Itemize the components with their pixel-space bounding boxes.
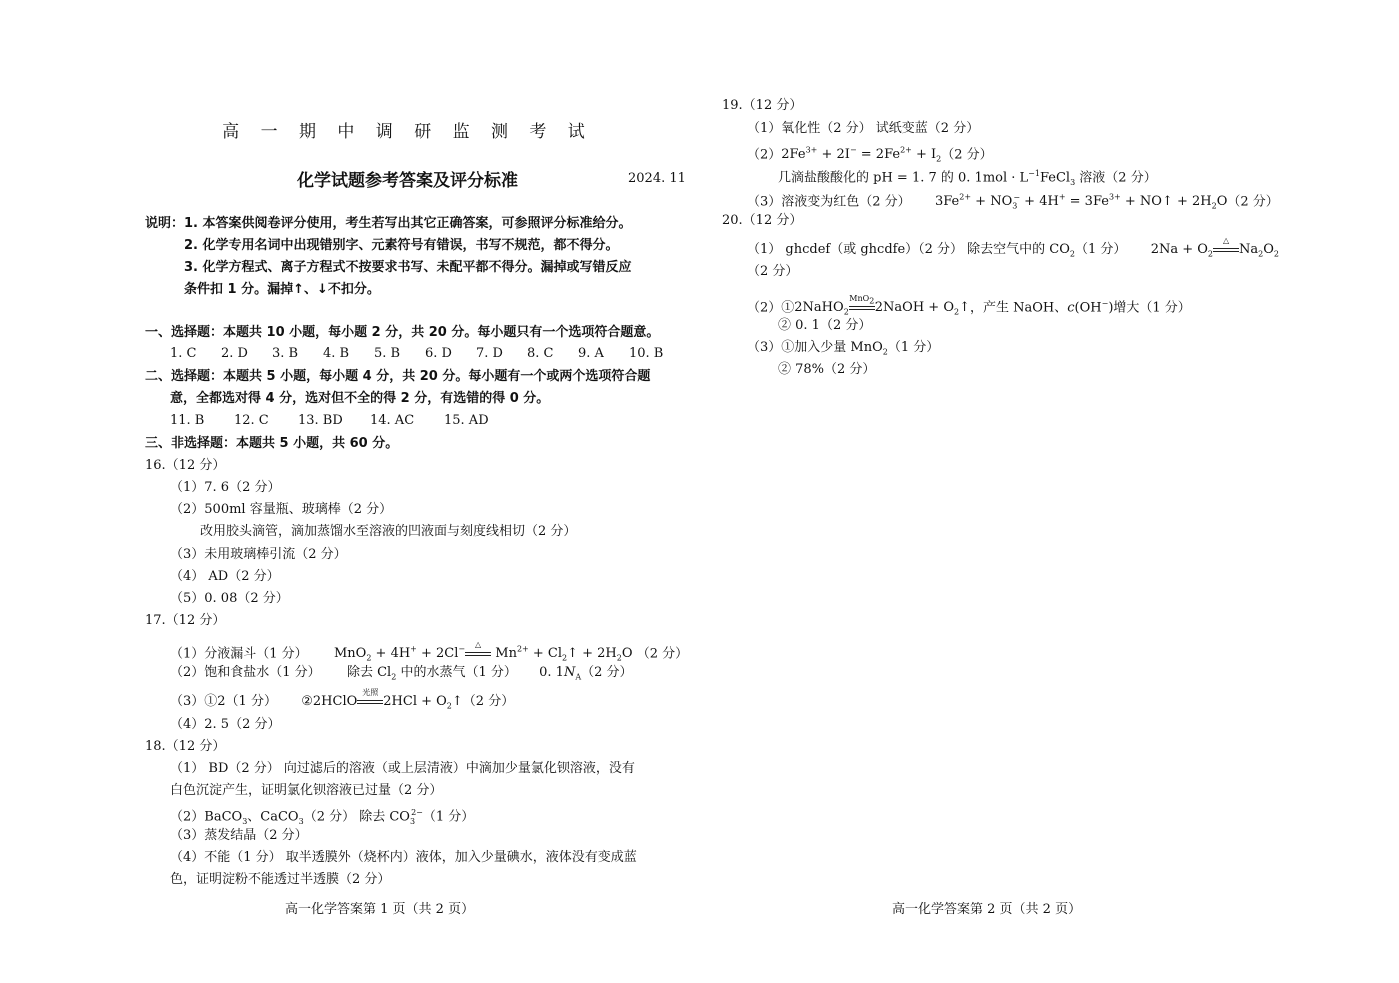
section-2-title-a: 二、选择题：本题共 5 小题，每小题 4 分，共 20 分。每小题有一个或两个选项符合题 xyxy=(145,369,651,384)
q19-part2b-text: 几滴盐酸酸化的 pH = 1. 7 的 0. 1mol · L xyxy=(778,170,1029,186)
q19-equation-1: $2Fe^{3+} + 2I^- = 2Fe^{2+} + I_2$ xyxy=(781,146,942,164)
q20-equation-1: $2Na + O_2$ △ $Na_2O_2$ xyxy=(1151,242,1279,257)
q18-part2-text: （2）BaCO xyxy=(170,809,243,825)
answer-4: 4. B xyxy=(323,346,350,361)
q16-part5: （5）0. 08（2 分） xyxy=(170,591,289,606)
note-3a: 3. 化学方程式、离子方程式不按要求书写、未配平都不得分。漏掉或写错反应 xyxy=(184,260,632,275)
answer-8: 8. C xyxy=(527,346,554,361)
q17-part2-text: （2）饱和食盐水（1 分） xyxy=(170,665,321,680)
q20-part2-text: ，产生 NaOH、 xyxy=(970,300,1068,316)
q19-part2: $(2)2Fe^{3+} + 2I^- = 2Fe^{2+} + I_2(2$ 分） xyxy=(747,146,993,164)
document-title: 化学试题参考答案及评分标准 xyxy=(297,171,518,191)
answer-1: 1. C xyxy=(170,346,197,361)
section-3-title: 三、非选择题：本题共 5 小题，共 60 分。 xyxy=(145,436,399,451)
q17-part1-score: （2 分） xyxy=(636,646,689,662)
q16-head: 16.（12 分） xyxy=(145,458,226,473)
light-condition: 光照 xyxy=(362,688,379,697)
q19-part3-score: （2 分） xyxy=(1227,194,1279,210)
q20-part3b: ② 78%（2 分） xyxy=(778,362,876,377)
q17-part4: （4）2. 5（2 分） xyxy=(170,717,281,732)
q19-equation-2: $3Fe^{2+} + NO_3^- + 4H^+ = 3Fe^{3+}$ + NO↑ + $2H_2O$ xyxy=(934,193,1228,211)
q17-part3-eq-rhs: $2HCl + O_2↑$ xyxy=(383,694,463,711)
q18-part1a: （1） BD（2 分） 向过滤后的溶液（或上层清液）中滴加少量氯化钡溶液，没有 xyxy=(170,761,635,776)
q19-part1: （1）氧化性（2 分） 试纸变蓝（2 分） xyxy=(747,121,980,136)
answer-11: 11. B xyxy=(170,413,205,428)
q20-equation-2: 2NaHO$_2$ MnO$_2$ 2NaOH + $O_2↑$ xyxy=(794,300,970,315)
page-2 xyxy=(700,0,1399,983)
section-1-title: 一、选择题：本题共 10 小题，每小题 2 分，共 20 分。每小题只有一个选项符合题意。 xyxy=(145,325,660,340)
q19-part2b-score: 溶液（2 分） xyxy=(1075,170,1157,186)
document-date: 2024. 11 xyxy=(628,171,686,186)
answer-2: 2. D xyxy=(221,346,248,361)
q17-head: 17.（12 分） xyxy=(145,613,226,628)
q17-part3-eq-lhs: ②2HClO xyxy=(301,694,358,709)
heat-condition: △ xyxy=(475,640,482,650)
q17-part1-text: （1）分液漏斗（1 分） xyxy=(170,646,308,662)
q20-head: 20.（12 分） xyxy=(722,213,803,228)
answer-14: 14. AC xyxy=(370,413,415,428)
q20-part1: （1） ghcdef（或 ghcdfe）（2 分） 除去空气中的 $CO_2(1$ 分） $2Na + O_2$ △ $Na_2O_2$ xyxy=(747,241,1279,264)
q18-part2: （2）BaCO$_3$、CaCO$_3$（2 分） 除去 $CO_3^{2-}(1$ 分） xyxy=(170,808,475,826)
q20-part1-score: （1 分） xyxy=(1075,242,1127,257)
q17-part2-purpose: 除去 Cl xyxy=(346,665,392,680)
answer-5: 5. B xyxy=(374,346,401,361)
q20-part2-score: 增大（1 分） xyxy=(1113,300,1191,316)
q20-part2: （2）①2NaHO$_2$ MnO$_2$ 2NaOH + $O_2↑$，产生 NaOH、c(OH−)增大（1 分） xyxy=(747,295,1191,322)
q19-part2b: 几滴盐酸酸化的 pH = 1. 7 的 0. $1mol \cdot L^{-1}FeCl_3$ 溶液（2 分） xyxy=(778,169,1157,187)
q18-head: 18.（12 分） xyxy=(145,739,226,754)
q16-part1: （1）7. 6（2 分） xyxy=(170,480,281,495)
q16-part2b: 改用胶头滴管，滴加蒸馏水至溶液的凹液面与刻度线相切（2 分） xyxy=(200,524,577,539)
q19-part3-text: （3）溶液变为红色（2 分） xyxy=(747,194,911,210)
q18-part2-score: （1 分） xyxy=(422,809,475,825)
q16-part3: （3）未用玻璃棒引流（2 分） xyxy=(170,547,347,562)
note-2: 2. 化学专用名词中出现错别字、元素符号有错误，书写不规范，都不得分。 xyxy=(184,238,619,253)
catalyst-condition: MnO$_2$ xyxy=(849,294,875,306)
q18-part1b: 白色沉淀产生，证明氯化钡溶液已过量（2 分） xyxy=(170,783,443,798)
q17-part2-purpose-end: 中的水蒸气（1 分） xyxy=(396,665,517,680)
footer-page-1: 高一化学答案第 1 页（共 2 页） xyxy=(285,902,475,917)
q20-part1-score2: （2 分） xyxy=(747,264,799,279)
footer-page-2: 高一化学答案第 2 页（共 2 页） xyxy=(892,902,1082,917)
q17-part2-value: 0. 1 xyxy=(539,665,564,680)
answer-10: 10. B xyxy=(629,346,664,361)
q20-part3-score: （1 分） xyxy=(887,340,940,355)
answer-15: 15. AD xyxy=(444,413,489,428)
q18-part4a: （4）不能（1 分） 取半透膜外（烧杯内）液体，加入少量碘水，液体没有变成蓝 xyxy=(170,850,637,865)
answer-6: 6. D xyxy=(425,346,452,361)
q17-equation-1: MnO$_2$ + 4H+ + 2Cl− △ $Mn^{2+}$ + $Cl_2↑ + 2H_2O$ xyxy=(334,646,633,661)
q20-part3-text: （3）①加入少量 MnO xyxy=(747,340,883,355)
q19-head: 19.（12 分） xyxy=(722,98,803,113)
q16-part4: （4） AD（2 分） xyxy=(170,569,280,584)
exam-title: 高 一 期 中 调 研 监 测 考 试 xyxy=(222,122,593,142)
answer-9: 9. A xyxy=(578,346,604,361)
answer-3: 3. B xyxy=(272,346,299,361)
q19-part3 xyxy=(747,189,1279,216)
section-2-answers xyxy=(170,412,489,430)
q17-part2-score: （2 分） xyxy=(581,665,633,680)
section-2-title-b: 意，全都选对得 4 分，选对但不全的得 2 分，有选错的得 0 分。 xyxy=(170,391,550,406)
catalyst-label: MnO xyxy=(849,294,870,304)
section-1-answers xyxy=(170,345,663,363)
q16-part2: （2）500ml 容量瓶、玻璃棒（2 分） xyxy=(170,502,393,517)
q17-part3-text: （3）①2（1 分） xyxy=(170,694,277,709)
notes-label: 说明： xyxy=(145,216,185,231)
answer-12: 12. C xyxy=(234,413,269,428)
answer-7: 7. D xyxy=(476,346,503,361)
q17-part3 xyxy=(170,688,515,716)
q20-part1-text: （1） ghcdef（或 ghcdfe）（2 分） 除去空气中的 CO xyxy=(747,242,1070,257)
q18-part3: （3）蒸发结晶（2 分） xyxy=(170,828,308,843)
note-1: 1. 本答案供阅卷评分使用，考生若写出其它正确答案，可参照评分标准给分。 xyxy=(184,216,632,231)
q20-part3: （3）①加入少量 MnO$_2$（1 分） xyxy=(747,340,940,357)
q17-part3-score: （2 分） xyxy=(462,694,515,709)
q20-part2-c: c xyxy=(1067,300,1075,316)
heat-condition-2: △ xyxy=(1222,236,1230,245)
q20-part2b: ② 0. 1（2 分） xyxy=(778,318,872,333)
q17-part2: （2）饱和食盐水（1 分） 除去 $Cl_2$ 中的水蒸气（1 分） 0. $1N_A(2$ 分） xyxy=(170,665,633,682)
note-3b: 条件扣 1 分。漏掉↑、↓不扣分。 xyxy=(184,282,380,297)
answer-13: 13. BD xyxy=(298,413,343,428)
q18-part4b: 色，证明淀粉不能透过半透膜（2 分） xyxy=(170,872,391,887)
q18-part2-purpose: （2 分） 除去 CO xyxy=(303,809,410,825)
q19-part2-score: （2 分） xyxy=(941,147,993,163)
